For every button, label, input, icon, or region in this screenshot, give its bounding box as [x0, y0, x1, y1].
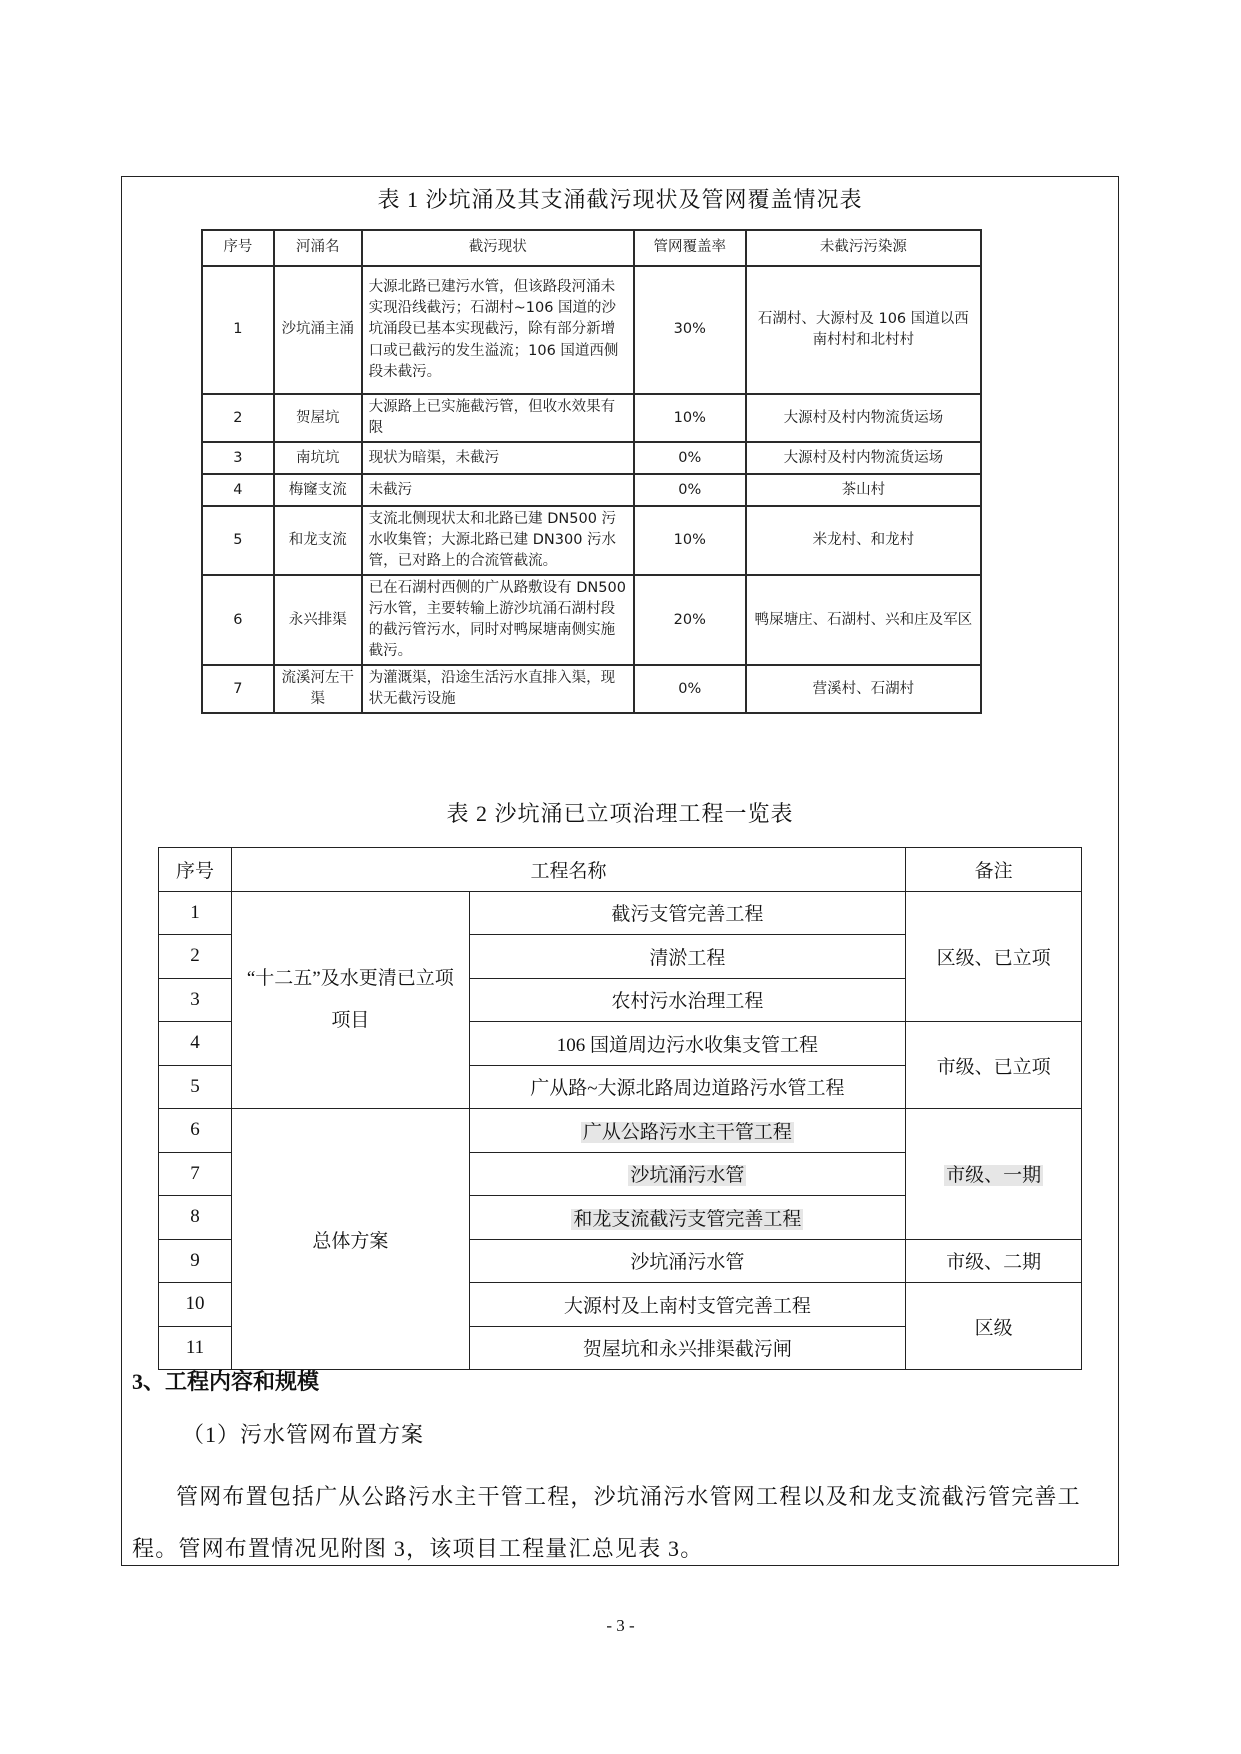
- table1-status: 为灌溉渠，沿途生活污水直排入渠，现状无截污设施: [362, 665, 634, 713]
- table2-no: 11: [159, 1326, 232, 1370]
- table1-status: 支流北侧现状太和北路已建 DN500 污水收集管；大源北路已建 DN300 污水管，已对路上的合流管截流。: [362, 506, 634, 575]
- table1-title: 表 1 沙坑涌及其支涌截污现状及管网覆盖情况表: [377, 187, 863, 212]
- table2-header-cell: 序号: [159, 848, 232, 892]
- table1-region: [122, 177, 1118, 743]
- table2-no: 6: [159, 1109, 232, 1153]
- table-row: [159, 1109, 1082, 1153]
- table1-source: 鸭屎塘庄、石湖村、兴和庄及军区: [746, 575, 981, 665]
- table1-status: 大源北路已建污水管，但该路段河涌未实现沿线截污；石湖村~106 国道的沙坑涌段已基本实现截污，除有部分新增口或已截污的发生溢流；106 国道西侧段未截污。: [362, 266, 634, 394]
- section-subheading: （1）污水管网布置方案: [182, 1422, 425, 1447]
- table2-project: 广从路~大源北路周边道路污水管工程: [469, 1065, 905, 1109]
- table2-group-cell: 总体方案: [231, 1109, 469, 1370]
- table2-no: 2: [159, 935, 232, 979]
- table2-project: [469, 1152, 905, 1196]
- table1-river-name: 沙坑涌主涌: [274, 266, 362, 394]
- table-row: [202, 474, 981, 506]
- table-row: [202, 665, 981, 713]
- table2-no: 9: [159, 1239, 232, 1283]
- table1-rate: 0%: [634, 665, 746, 713]
- table1-header-cell: 未截污污染源: [746, 230, 981, 266]
- table2-no: 10: [159, 1283, 232, 1327]
- table2-no: 7: [159, 1152, 232, 1196]
- table2-project-text: 和龙支流截污支管完善工程: [573, 1208, 802, 1230]
- table1-header-cell: 河涌名: [274, 230, 362, 266]
- table1-source: 大源村及村内物流货运场: [746, 442, 981, 474]
- table2-remark: 区级: [906, 1283, 1082, 1370]
- table2-project: 贺屋坑和永兴排渠截污闸: [469, 1326, 905, 1370]
- table1-river-name: 梅窿支流: [274, 474, 362, 506]
- table2-no: 1: [159, 891, 232, 935]
- table2-header-cell: 工程名称: [231, 848, 905, 892]
- table2-no: 4: [159, 1022, 232, 1066]
- table1-status: 现状为暗渠，未截污: [362, 442, 634, 474]
- table1-source: 大源村及村内物流货运场: [746, 394, 981, 442]
- table2-no: 5: [159, 1065, 232, 1109]
- table1-river-name: 南坑坑: [274, 442, 362, 474]
- table1-status: 未截污: [362, 474, 634, 506]
- table1-no: 5: [202, 506, 274, 575]
- table2-header-cell: 备注: [906, 848, 1082, 892]
- table1-rate: 10%: [634, 506, 746, 575]
- table2: [158, 847, 1082, 1370]
- table1-source: 米龙村、和龙村: [746, 506, 981, 575]
- table1-rate: 20%: [634, 575, 746, 665]
- table1-rate: 0%: [634, 442, 746, 474]
- table1-status: 大源路上已实施截污管，但收水效果有限: [362, 394, 634, 442]
- table2-remark: 市级、已立项: [906, 1022, 1082, 1109]
- table1-no: 1: [202, 266, 274, 394]
- table1-status: 已在石湖村西侧的广从路敷设有 DN500 污水管，主要转输上游沙坑涌石湖村段的截污管污水，同时对鸭屎塘南侧实施截污。: [362, 575, 634, 665]
- table1: [201, 229, 982, 714]
- table1-no: 4: [202, 474, 274, 506]
- table2-project-text: 广从公路污水主干管工程: [582, 1121, 792, 1143]
- table2-project: 截污支管完善工程: [469, 891, 905, 935]
- table1-header-cell: 序号: [202, 230, 274, 266]
- table2-remark: 区级、已立项: [906, 891, 1082, 1022]
- table2-project: 大源村及上南村支管完善工程: [469, 1283, 905, 1327]
- table-row: [202, 266, 981, 394]
- table2-project-text: 沙坑涌污水管: [630, 1165, 745, 1187]
- table2-title: 表 2 沙坑涌已立项治理工程一览表: [446, 801, 794, 826]
- table1-river-name: 流溪河左干渠: [274, 665, 362, 713]
- table1-no: 6: [202, 575, 274, 665]
- table2-project: 清淤工程: [469, 935, 905, 979]
- content-frame: [121, 176, 1119, 1566]
- table1-rate: 0%: [634, 474, 746, 506]
- table2-remark: 市级、二期: [906, 1239, 1082, 1283]
- page-number: - 3 -: [606, 1616, 635, 1635]
- table1-no: 2: [202, 394, 274, 442]
- table1-river-name: 永兴排渠: [274, 575, 362, 665]
- table-row: [159, 891, 1082, 935]
- table2-header-row: [159, 848, 1082, 892]
- table1-header-cell: 截污现状: [362, 230, 634, 266]
- table1-no: 3: [202, 442, 274, 474]
- table1-header-cell: 管网覆盖率: [634, 230, 746, 266]
- section-paragraph: 管网布置包括广从公路污水主干管工程，沙坑涌污水管网工程以及和龙支流截污管完善工程。管网布置情况见附图 3，该项目工程量汇总见表 3。: [132, 1484, 1081, 1561]
- table2-project: 106 国道周边污水收集支管工程: [469, 1022, 905, 1066]
- table2-project: [469, 1109, 905, 1153]
- table2-remark-text: 市级、一期: [946, 1165, 1042, 1187]
- table1-header-row: [202, 230, 981, 266]
- table1-rate: 10%: [634, 394, 746, 442]
- table1-source: 营溪村、石湖村: [746, 665, 981, 713]
- table-row: [202, 442, 981, 474]
- table-row: [202, 506, 981, 575]
- table2-group-cell: “十二五”及水更清已立项项目: [231, 891, 469, 1109]
- section-heading: 3、工程内容和规模: [132, 1369, 320, 1394]
- table-row: [202, 575, 981, 665]
- table-row: [202, 394, 981, 442]
- table2-project: 农村污水治理工程: [469, 978, 905, 1022]
- table1-river-name: 和龙支流: [274, 506, 362, 575]
- table1-river-name: 贺屋坑: [274, 394, 362, 442]
- table2-no: 8: [159, 1196, 232, 1240]
- table2-remark: [906, 1109, 1082, 1240]
- table2-no: 3: [159, 978, 232, 1022]
- table1-source: 茶山村: [746, 474, 981, 506]
- table1-no: 7: [202, 665, 274, 713]
- table1-source: 石湖村、大源村及 106 国道以西南村村和北村村: [746, 266, 981, 394]
- table1-rate: 30%: [634, 266, 746, 394]
- table2-project: 沙坑涌污水管: [469, 1239, 905, 1283]
- table2-project: [469, 1196, 905, 1240]
